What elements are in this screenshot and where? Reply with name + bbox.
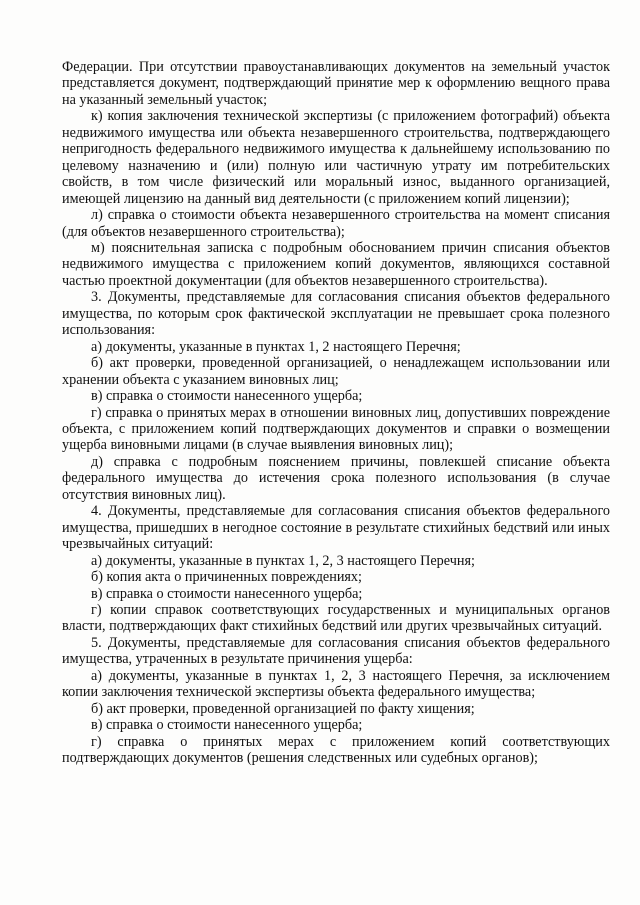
paragraph-3-d: д) справка с подробным пояснением причины, повлекшей списание объекта федерального имущества до истечения срока полезного использования (в случае отсутствия виновных лиц).: [62, 453, 610, 503]
paragraph-3-b: б) акт проверки, проведенной организацией, о ненадлежащем использовании или хранении объекта с указанием виновных лиц;: [62, 355, 610, 388]
paragraph-item-k: к) копия заключения технической экспертизы (с приложением фотографий) объекта недвижимого имущества или объекта незавершенного строительства, подтверждающего непригодность федерального недвижимого имущества к дальнейшему использованию по целевому назначению и (или) полную или частичную утрату им потребительских свойств, в том числе физический или моральный износ, выданного организацией, имеющей лицензию на данный вид деятельности (с приложением копий лицензии);: [62, 108, 610, 207]
paragraph-4-a: а) документы, указанные в пунктах 1, 2, 3 настоящего Перечня;: [91, 552, 475, 569]
paragraph-section-5: 5. Документы, представляемые для согласования списания объектов федерального имущества, утраченных в результате причинения ущерба:: [62, 634, 610, 668]
paragraph-4-v: в) справка о стоимости нанесенного ущерба;: [91, 585, 363, 602]
paragraph-item-l: л) справка о стоимости объекта незавершенного строительства на момент списания (для объектов незавершенного строительства);: [62, 207, 610, 240]
paragraph-5-a: а) документы, указанные в пунктах 1, 2, 3 настоящего Перечня, за исключением копии заключения технической экспертизы объекта федерального имущества;: [62, 667, 610, 701]
paragraph-4-g: г) копии справок соответствующих государственных и муниципальных органов власти, подтверждающих факт стихийных бедствий или других чрезвычайных ситуаций.: [62, 601, 610, 635]
paragraph-3-a: а) документы, указанные в пунктах 1, 2 настоящего Перечня;: [91, 338, 461, 355]
paragraph-3-v: в) справка о стоимости нанесенного ущерба;: [91, 388, 363, 405]
paragraph-5-b: б) акт проверки, проведенной организацией по факту хищения;: [91, 700, 475, 717]
paragraph-section-3: 3. Документы, представляемые для согласования списания объектов федерального имущества, по которым срок фактической эксплуатации не превышает срока полезного использования:: [62, 289, 610, 339]
paragraph-continuation: Федерации. При отсутствии правоустанавливающих документов на земельный участок представляется документ, подтверждающий принятие мер к оформлению вещного права на указанный земельный участок;: [62, 59, 610, 108]
paragraph-4-b: б) копия акта о причиненных повреждениях;: [91, 569, 362, 586]
paragraph-5-v: в) справка о стоимости нанесенного ущерба;: [91, 717, 363, 734]
document-page: [62, 59, 610, 766]
paragraph-item-m: м) пояснительная записка с подробным обоснованием причин списания объектов недвижимого имущества с приложением копий документов, являющихся составной частью проектной документации (для объектов незавершенного строительства).: [62, 239, 610, 289]
paragraph-section-4: 4. Документы, представляемые для согласования списания объектов федерального имущества, пришедших в негодное состояние в результате стихийных бедствий или иных чрезвычайных ситуаций:: [62, 503, 610, 553]
paragraph-3-g: г) справка о принятых мерах в отношении виновных лиц, допустивших повреждение объекта, с приложением копий подтверждающих документов и справки о возмещении ущерба виновными лицами (в случае выявления виновных лиц);: [62, 404, 610, 454]
paragraph-5-g: г) справка о принятых мерах с приложением копий соответствующих подтверждающих документов (решения следственных или судебных органов);: [62, 733, 610, 767]
